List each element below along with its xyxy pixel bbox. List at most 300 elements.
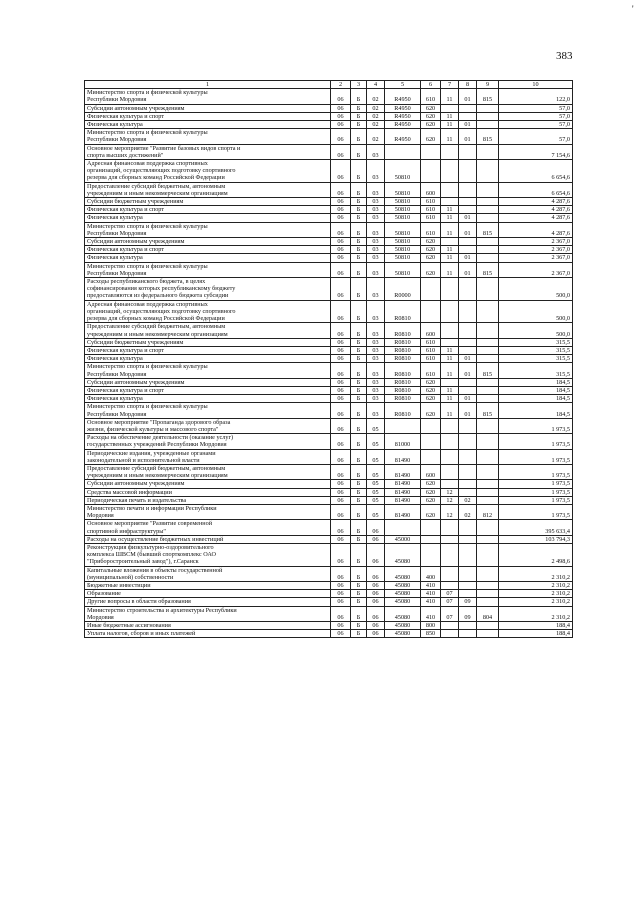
code-chapter: 11 [441,222,459,237]
code-subprogram: 03 [367,182,385,197]
column-header-8: 8 [459,81,477,89]
table-row [85,262,573,277]
code-expense-type: 600 [421,323,441,338]
amount: 188,4 [499,622,573,630]
row-description [85,129,331,144]
code-expense-type [421,543,441,566]
code-subchapter: 01 [459,262,477,277]
column-header-4: 4 [367,81,385,89]
code-subprogram: 03 [367,214,385,222]
row-description [85,630,331,638]
code-section: 06 [331,434,351,449]
code-expense-type: 410 [421,606,441,621]
code-subchapter [459,160,477,183]
code-target: R4950 [385,104,421,112]
description-line: Основное мероприятие "Пропаганда здорового образа [87,418,231,426]
amount: 2 367,0 [499,254,573,262]
code-target: 45080 [385,606,421,621]
code-expense-type: 610 [421,363,441,378]
table-row [85,121,573,129]
code-expense-type [421,300,441,323]
amount: 6 654,6 [499,182,573,197]
amount: 500,0 [499,300,573,323]
code-subchapter [459,338,477,346]
description-line: Физическая культура и спорт [87,346,165,354]
code-section: 06 [331,630,351,638]
code-chapter: 11 [441,262,459,277]
code-expense-type: 620 [421,238,441,246]
description-line: Физическая культура [87,395,143,403]
code-target: R4950 [385,121,421,129]
amount: 4 287,6 [499,214,573,222]
table-row [85,129,573,144]
amount: 1 973,5 [499,504,573,519]
code-subprogram: 06 [367,606,385,621]
code-chapter: 07 [441,598,459,606]
code-expense-type [421,144,441,159]
code-ministry [477,488,499,496]
code-target: 45000 [385,535,421,543]
description-line: Министерство спорта и физической культуры [87,222,208,230]
code-target: 50810 [385,254,421,262]
row-description [85,590,331,598]
code-subprogram: 03 [367,346,385,354]
column-header-10: 10 [499,81,573,89]
code-subchapter [459,206,477,214]
amount: 2 498,6 [499,543,573,566]
code-expense-type: 620 [421,395,441,403]
code-ministry [477,323,499,338]
row-description [85,434,331,449]
code-subchapter [459,622,477,630]
amount: 57,0 [499,121,573,129]
code-subchapter [459,582,477,590]
column-header-3: 3 [351,81,367,89]
description-line: резерва для сборных команд Российской Федерации [87,315,225,323]
code-section: 06 [331,403,351,418]
code-program: Б [351,346,367,354]
code-program: Б [351,214,367,222]
code-ministry [477,622,499,630]
code-target: 45080 [385,598,421,606]
table-row [85,160,573,183]
description-line: спортивной инфраструктуры" [87,527,166,535]
code-subchapter: 01 [459,222,477,237]
code-section: 06 [331,144,351,159]
budget-table [84,80,573,638]
table-row [85,566,573,581]
code-ministry [477,464,499,479]
code-subchapter [459,182,477,197]
description-line: жизни, физической культуры и массового спорта" [87,425,219,433]
row-description [85,206,331,214]
code-subprogram: 03 [367,254,385,262]
code-ministry [477,566,499,581]
amount: 2 367,0 [499,262,573,277]
code-expense-type: 620 [421,403,441,418]
code-target: R0810 [385,386,421,394]
description-line: Мордовия [87,613,114,621]
code-program: Б [351,160,367,183]
table-row [85,144,573,159]
code-chapter [441,449,459,464]
description-line: Республики Мордовия [87,370,147,378]
code-subprogram: 02 [367,89,385,104]
description-line: Физическая культура и спорт [87,206,165,214]
code-expense-type: 610 [421,206,441,214]
description-line: резерва для сборных команд Российской Федерации [87,174,225,182]
code-ministry [477,246,499,254]
amount: 395 633,4 [499,520,573,535]
code-target: 45080 [385,630,421,638]
row-description [85,520,331,535]
code-target: 50810 [385,238,421,246]
code-program: Б [351,378,367,386]
code-ministry [477,104,499,112]
header-row [85,81,573,89]
table-row [85,496,573,504]
table-row [85,104,573,112]
code-section: 06 [331,238,351,246]
row-description [85,606,331,621]
table-row [85,504,573,519]
code-program: Б [351,198,367,206]
description-line: Иные бюджетные ассигнования [87,622,171,630]
description-line: Физическая культура [87,355,143,363]
code-subprogram: 03 [367,395,385,403]
code-section: 06 [331,582,351,590]
code-chapter [441,566,459,581]
code-subchapter [459,630,477,638]
code-target: 81490 [385,488,421,496]
description-line: Субсидии бюджетным учреждениям [87,198,184,206]
row-description [85,214,331,222]
code-section: 06 [331,112,351,120]
code-expense-type: 620 [421,262,441,277]
code-target: R0810 [385,378,421,386]
code-subchapter: 09 [459,606,477,621]
row-description [85,386,331,394]
code-chapter [441,198,459,206]
code-expense-type: 410 [421,598,441,606]
code-section: 06 [331,386,351,394]
code-program: Б [351,566,367,581]
row-description [85,300,331,323]
row-description [85,121,331,129]
table-row [85,386,573,394]
code-expense-type: 600 [421,182,441,197]
description-line: законодательной и исполнительной власти [87,456,200,464]
code-target: 81490 [385,504,421,519]
code-subprogram: 05 [367,496,385,504]
description-line: Физическая культура [87,214,143,222]
code-section: 06 [331,566,351,581]
code-target: R0810 [385,346,421,354]
code-ministry [477,338,499,346]
table-row [85,346,573,354]
code-program: Б [351,112,367,120]
description-line: Основное мероприятие "Развитие базовых видов спорта и [87,144,241,152]
table-row [85,630,573,638]
code-program: Б [351,488,367,496]
row-description [85,222,331,237]
row-description [85,338,331,346]
code-ministry [477,434,499,449]
code-chapter [441,182,459,197]
amount: 4 287,6 [499,206,573,214]
description-line: Предоставление субсидий бюджетным, автономным [87,182,226,190]
code-subchapter: 01 [459,363,477,378]
description-line: Республики Мордовия [87,136,147,144]
code-chapter [441,278,459,301]
table-row [85,355,573,363]
code-subchapter [459,566,477,581]
code-subprogram: 06 [367,598,385,606]
row-description [85,496,331,504]
code-section: 06 [331,378,351,386]
code-chapter: 11 [441,346,459,354]
code-chapter: 11 [441,112,459,120]
code-subchapter [459,488,477,496]
amount: 2 310,2 [499,606,573,621]
code-subchapter: 01 [459,403,477,418]
table-row [85,464,573,479]
corner-mark: ' [632,4,634,14]
code-section: 06 [331,598,351,606]
code-ministry: 815 [477,129,499,144]
code-ministry [477,395,499,403]
table-row [85,582,573,590]
code-ministry: 815 [477,89,499,104]
code-chapter [441,238,459,246]
code-subprogram: 06 [367,590,385,598]
code-expense-type [421,418,441,433]
code-subchapter [459,464,477,479]
code-subchapter: 01 [459,355,477,363]
code-subprogram: 03 [367,363,385,378]
code-subprogram: 06 [367,630,385,638]
table-row [85,338,573,346]
amount: 1 973,5 [499,434,573,449]
code-section: 06 [331,338,351,346]
page-number: 383 [556,50,573,62]
row-description [85,403,331,418]
code-ministry: 812 [477,504,499,519]
description-line: предоставляются из федерального бюджета субсидии [87,292,229,300]
code-ministry [477,449,499,464]
amount: 7 154,6 [499,144,573,159]
code-program: Б [351,262,367,277]
code-program: Б [351,182,367,197]
amount: 2 310,2 [499,566,573,581]
code-subchapter: 02 [459,496,477,504]
code-ministry [477,590,499,598]
code-subprogram: 02 [367,121,385,129]
code-expense-type: 620 [421,488,441,496]
amount: 57,0 [499,129,573,144]
code-subprogram: 03 [367,403,385,418]
code-target: 45080 [385,622,421,630]
table-row [85,622,573,630]
code-program: Б [351,520,367,535]
description-line: Министерство спорта и физической культуры [87,89,208,97]
code-ministry [477,543,499,566]
code-expense-type: 610 [421,89,441,104]
table-row [85,520,573,535]
description-line: Республики Мордовия [87,410,147,418]
code-expense-type [421,535,441,543]
code-expense-type: 610 [421,198,441,206]
code-program: Б [351,403,367,418]
table-row [85,488,573,496]
code-section: 06 [331,323,351,338]
description-line: Республики Мордовия [87,269,147,277]
row-description [85,89,331,104]
description-line: спорта высших достижений" [87,151,164,159]
code-subchapter [459,543,477,566]
description-line: Периодическая печать и издательства [87,496,187,504]
code-section: 06 [331,363,351,378]
code-chapter [441,300,459,323]
row-description [85,535,331,543]
row-description [85,104,331,112]
code-expense-type: 620 [421,378,441,386]
description-line: Республики Мордовия [87,96,147,104]
table-row [85,214,573,222]
table-row [85,278,573,301]
table-body [85,89,573,638]
table-row [85,480,573,488]
code-section: 06 [331,622,351,630]
column-header-7: 7 [441,81,459,89]
row-description [85,160,331,183]
table-row [85,543,573,566]
row-description [85,198,331,206]
code-subprogram: 05 [367,418,385,433]
code-subchapter [459,278,477,301]
code-chapter [441,160,459,183]
amount: 500,0 [499,323,573,338]
amount: 1 973,5 [499,418,573,433]
code-ministry [477,278,499,301]
code-subprogram: 05 [367,464,385,479]
amount: 1 973,5 [499,464,573,479]
description-line: учреждениям и иным некоммерческим организациям [87,189,228,197]
code-chapter [441,582,459,590]
code-ministry [477,112,499,120]
code-subprogram: 03 [367,222,385,237]
table-row [85,222,573,237]
code-subprogram: 05 [367,449,385,464]
table-row [85,300,573,323]
code-chapter [441,520,459,535]
row-description [85,278,331,301]
code-ministry: 815 [477,262,499,277]
code-subprogram: 03 [367,144,385,159]
code-program: Б [351,363,367,378]
column-header-6: 6 [421,81,441,89]
code-program: Б [351,496,367,504]
code-subchapter: 02 [459,504,477,519]
code-subchapter [459,378,477,386]
code-section: 06 [331,278,351,301]
row-description [85,262,331,277]
table-row [85,198,573,206]
code-subchapter [459,535,477,543]
code-subprogram: 03 [367,355,385,363]
row-description [85,323,331,338]
code-section: 06 [331,246,351,254]
code-chapter: 11 [441,386,459,394]
amount: 1 973,5 [499,449,573,464]
code-subprogram: 06 [367,535,385,543]
code-ministry [477,496,499,504]
description-line: Средства массовой информации [87,488,172,496]
code-section: 06 [331,300,351,323]
code-subprogram: 03 [367,386,385,394]
amount: 184,5 [499,403,573,418]
code-target: 50810 [385,160,421,183]
code-subprogram: 03 [367,338,385,346]
amount: 122,0 [499,89,573,104]
code-expense-type: 850 [421,630,441,638]
code-subprogram: 06 [367,520,385,535]
row-description [85,355,331,363]
description-line: Физическая культура [87,254,143,262]
code-subprogram: 06 [367,566,385,581]
code-ministry [477,386,499,394]
code-subprogram: 03 [367,206,385,214]
code-expense-type: 620 [421,254,441,262]
code-section: 06 [331,129,351,144]
code-target: 45080 [385,590,421,598]
code-expense-type: 610 [421,214,441,222]
row-description [85,598,331,606]
code-section: 06 [331,520,351,535]
code-target: 45080 [385,582,421,590]
table-row [85,590,573,598]
code-chapter [441,535,459,543]
code-ministry: 804 [477,606,499,621]
code-chapter [441,630,459,638]
amount: 6 654,6 [499,160,573,183]
code-chapter: 11 [441,206,459,214]
column-header-2: 2 [331,81,351,89]
code-chapter [441,323,459,338]
code-ministry [477,520,499,535]
code-expense-type: 620 [421,104,441,112]
column-header-1: 1 [85,81,331,89]
row-description [85,622,331,630]
amount: 103 794,3 [499,535,573,543]
code-expense-type [421,449,441,464]
code-chapter: 11 [441,355,459,363]
row-description [85,254,331,262]
amount: 184,5 [499,395,573,403]
code-section: 06 [331,395,351,403]
table-row [85,449,573,464]
code-section: 06 [331,182,351,197]
description-line: комплекса ШВСМ (бывший спорткомплекс ОАО [87,551,216,559]
amount: 315,5 [499,346,573,354]
code-subchapter [459,434,477,449]
code-target: 81490 [385,449,421,464]
code-chapter: 11 [441,121,459,129]
description-line: Основное мероприятие "Развитие современной [87,520,213,528]
column-header-9: 9 [477,81,499,89]
code-target: R0810 [385,338,421,346]
description-line: Министерство спорта и физической культуры [87,129,208,137]
